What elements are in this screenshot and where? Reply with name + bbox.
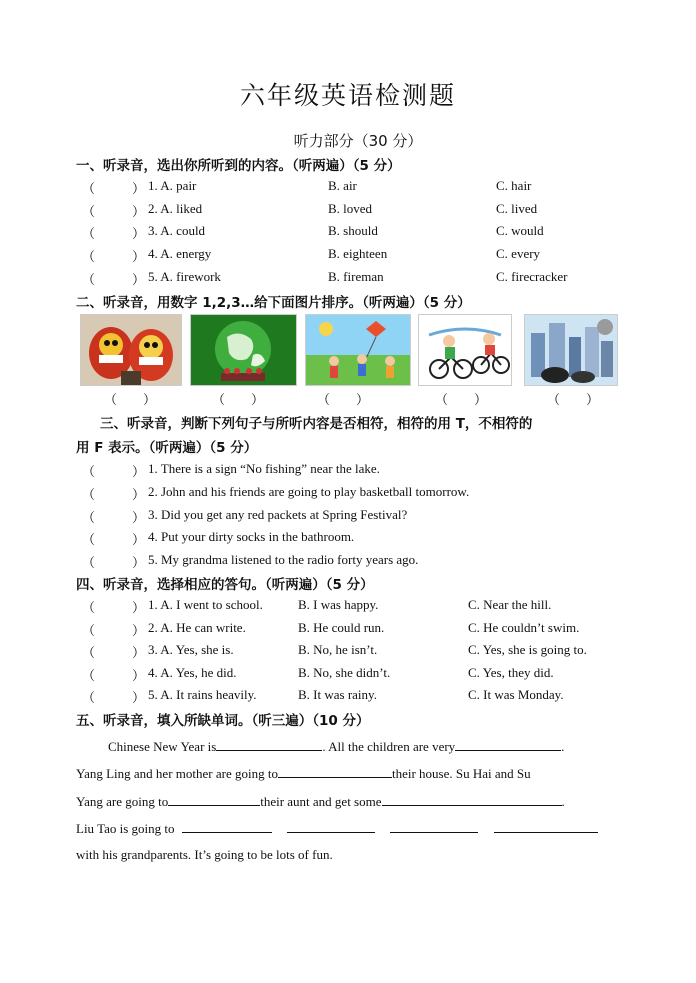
fill-blank[interactable] — [455, 738, 561, 751]
section5-heading: 五、听录音，填入所缺单词。（听三遍）（10 分） — [76, 713, 370, 729]
judgment-sentence: 5. My grandma listened to the radio forty years ago. — [148, 552, 419, 567]
fill-line-3 — [76, 793, 565, 810]
answer-paren-close: ） — [132, 532, 146, 547]
option-c: C. He couldn’t swim. — [468, 620, 580, 635]
answer-paren-close: ） — [132, 226, 146, 241]
fill-text: their aunt and get some — [260, 794, 382, 809]
judgment-sentence: 1. There is a sign “No fishing” near the lake. — [148, 461, 380, 476]
option-a: 2. A. liked — [148, 201, 203, 216]
answer-paren-open: （ — [82, 510, 96, 525]
answer-paren-close: ） — [132, 487, 146, 502]
fill-text: Liu Tao is going to — [76, 821, 175, 836]
judgment-sentence: 4. Put your dirty socks in the bathroom. — [148, 529, 355, 544]
judgment-sentence: 3. Did you get any red packets at Spring Festival? — [148, 507, 408, 522]
answer-paren-open: （ — [82, 181, 96, 196]
answer-paren-close: ） — [132, 645, 146, 660]
section3-heading: 三、听录音，判断下列句子与所听内容是否相符，相符的用 T，不相符的 — [100, 416, 533, 432]
answer-paren-close: ） — [132, 181, 146, 196]
picture-answer-paren: （ ） — [317, 392, 370, 407]
option-c: C. It was Monday. — [468, 687, 564, 702]
fill-text: . All the children are very — [322, 739, 456, 754]
answer-paren-close: ） — [132, 510, 146, 525]
option-b: B. should — [328, 223, 378, 238]
lion-dance-picture — [80, 314, 182, 386]
fill-blank[interactable] — [494, 820, 598, 833]
fill-line-5: with his grandparents. It’s going to be lots of fun. — [76, 847, 333, 862]
fill-blank[interactable] — [382, 793, 562, 806]
option-a: 3. A. could — [148, 223, 206, 238]
answer-paren-open: （ — [82, 623, 96, 638]
option-c: C. lived — [496, 201, 538, 216]
section2-heading: 二、听录音，用数字 1,2,3…给下面图片排序。（听两遍）（5 分） — [76, 295, 471, 311]
answer-paren-close: ） — [132, 600, 146, 615]
option-b: B. loved — [328, 201, 373, 216]
answer-paren-open: （ — [82, 249, 96, 264]
option-a: 4. A. energy — [148, 246, 212, 261]
option-a: 2. A. He can write. — [148, 620, 246, 635]
section1-heading: 一、听录音，选出你所听到的内容。（听两遍）（5 分） — [76, 158, 401, 174]
option-b: B. It was rainy. — [298, 687, 377, 702]
answer-paren-open: （ — [82, 600, 96, 615]
option-c: C. hair — [496, 178, 532, 193]
option-a: 3. A. Yes, she is. — [148, 642, 234, 657]
option-b: B. air — [328, 178, 357, 193]
fill-text: . — [561, 739, 565, 754]
fill-blank[interactable] — [168, 793, 260, 806]
picture-answer-paren: （ ） — [104, 392, 157, 407]
answer-paren-close: ） — [132, 272, 146, 287]
option-c: C. every — [496, 246, 541, 261]
fill-line-4 — [76, 820, 598, 837]
answer-paren-close: ） — [132, 555, 146, 570]
fill-blank[interactable] — [390, 820, 478, 833]
picture-answer-paren: （ ） — [212, 392, 265, 407]
option-a: 1. A. pair — [148, 178, 197, 193]
answer-paren-open: （ — [82, 272, 96, 287]
option-b: B. fireman — [328, 269, 384, 284]
fill-text: Chinese New Year is — [108, 739, 217, 754]
option-a: 5. A. firework — [148, 269, 221, 284]
fill-blank[interactable] — [182, 820, 272, 833]
option-b: B. No, he isn’t. — [298, 642, 378, 657]
picture-answer-paren: （ ） — [435, 392, 488, 407]
option-c: C. Near the hill. — [468, 597, 552, 612]
fill-text: Yang Ling and her mother are going to — [76, 766, 278, 781]
page-title: 六年级英语检测题 — [239, 81, 456, 110]
option-b: B. eighteen — [328, 246, 388, 261]
picture-answer-paren: （ ） — [547, 392, 600, 407]
fill-text: Yang are going to — [76, 794, 169, 809]
answer-paren-open: （ — [82, 226, 96, 241]
answer-paren-close: ） — [132, 249, 146, 264]
answer-paren-open: （ — [82, 464, 96, 479]
kite-field-picture — [305, 314, 411, 386]
answer-paren-close: ） — [132, 668, 146, 683]
answer-paren-open: （ — [82, 645, 96, 660]
section3-heading-cont: 用 F 表示。（听两遍）（5 分） — [76, 440, 258, 456]
fill-text: their house. Su Hai and Su — [391, 766, 531, 781]
green-earth-picture — [190, 314, 297, 386]
option-c: C. firecracker — [496, 269, 568, 284]
page-subtitle: 听力部分（30 分） — [293, 132, 423, 150]
answer-paren-close: ） — [132, 623, 146, 638]
answer-paren-open: （ — [82, 204, 96, 219]
answer-paren-close: ） — [132, 690, 146, 705]
fill-blank[interactable] — [216, 738, 322, 751]
option-a: 5. A. It rains heavily. — [148, 687, 257, 702]
answer-paren-close: ） — [132, 204, 146, 219]
fill-text: . — [561, 794, 565, 809]
option-a: 4. A. Yes, he did. — [148, 665, 237, 680]
fill-blank[interactable] — [278, 765, 392, 778]
cycling-kids-picture — [418, 314, 512, 386]
option-b: B. He could run. — [298, 620, 385, 635]
option-b: B. No, she didn’t. — [298, 665, 391, 680]
option-c: C. Yes, they did. — [468, 665, 554, 680]
judgment-sentence: 2. John and his friends are going to play basketball tomorrow. — [148, 484, 470, 499]
option-c: C. Yes, she is going to. — [468, 642, 587, 657]
answer-paren-open: （ — [82, 487, 96, 502]
polluted-city-picture — [524, 314, 618, 386]
option-c: C. would — [496, 223, 544, 238]
fill-line-1 — [108, 738, 564, 755]
section4-heading: 四、听录音，选择相应的答句。（听两遍）（5 分） — [76, 577, 374, 593]
answer-paren-open: （ — [82, 690, 96, 705]
option-a: 1. A. I went to school. — [148, 597, 263, 612]
answer-paren-open: （ — [82, 532, 96, 547]
answer-paren-open: （ — [82, 555, 96, 570]
fill-blank[interactable] — [287, 820, 375, 833]
answer-paren-close: ） — [132, 464, 146, 479]
fill-line-2 — [76, 765, 531, 782]
option-b: B. I was happy. — [298, 597, 379, 612]
answer-paren-open: （ — [82, 668, 96, 683]
